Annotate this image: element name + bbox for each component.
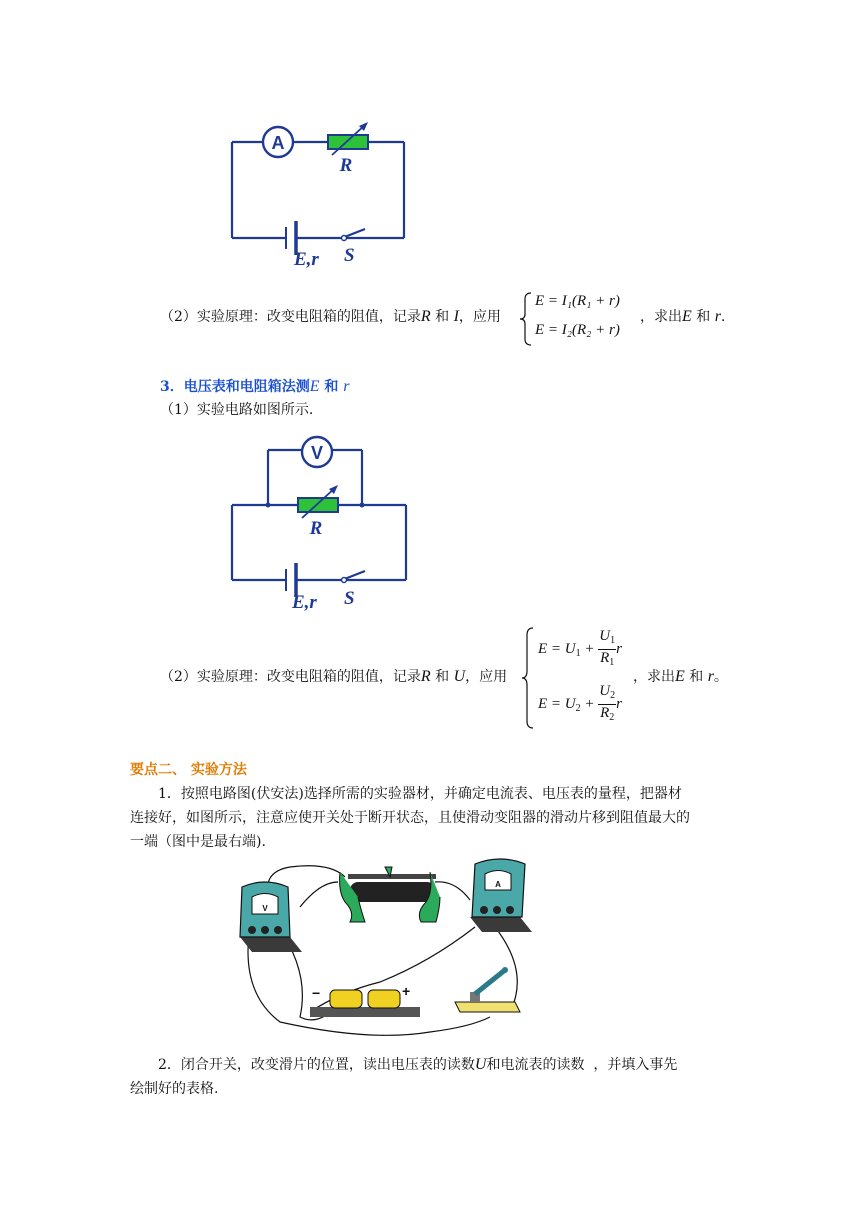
- equation-1-line-2: E = I₂(R₂ + r): [535, 322, 620, 338]
- svg-text:R: R: [339, 155, 353, 176]
- point-2-paragraph-1: 1．按照电路图(伏安法)选择所需的实验器材，并确定电流表、电压表的量程，把器材 连接好，如图所示，注意应使开关处于断开状态，且使滑动变阻器的滑动片移到阻值最大的 一端（图中是最右端).: [130, 786, 690, 850]
- resistor-box: [298, 498, 338, 512]
- resistor-box: [328, 135, 368, 149]
- section-3-heading: 3．电压表和电阻箱法测E 和 r: [160, 378, 350, 395]
- ammeter-device: [470, 859, 532, 932]
- section-3-line-1: （1）实验电路如图所示.: [160, 402, 314, 418]
- equation-1-line-1: E = I₁(R₁ + r): [535, 293, 620, 309]
- circuit-diagram-voltmeter: [220, 430, 420, 615]
- equation-2-line-2: $E = U_2$ + $\frac{U_2}{R_2}$ r: [538, 683, 622, 723]
- equation-brace-1: [519, 292, 533, 346]
- equation-brace-2: [521, 627, 535, 729]
- svg-text:R: R: [309, 518, 323, 539]
- paragraph-2: 2．闭合开关，改变滑片的位置，读出电压表的读数U和电流表的读数 ，并填入事先 绘制好的表格.: [130, 1056, 678, 1097]
- svg-text:−: −: [312, 985, 321, 1001]
- svg-text:S: S: [344, 588, 355, 609]
- apparatus-illustration: [230, 852, 550, 1042]
- rheostat-device: [340, 867, 440, 922]
- svg-text:A: A: [495, 880, 501, 889]
- svg-text:E,r: E,r: [292, 592, 317, 613]
- switch-device: [455, 967, 520, 1012]
- voltmeter-device: [240, 882, 302, 952]
- svg-text:V: V: [310, 443, 324, 463]
- svg-text:S: S: [344, 245, 355, 266]
- battery-device: [310, 983, 420, 1017]
- principle-1-text: （2）实验原理：改变电阻箱的阻值，记录R 和 I，应用: [160, 308, 501, 325]
- point-2-heading: 要点二、 实验方法: [130, 762, 247, 778]
- equation-2-line-1: $E = U_1$ + $\frac{U_1}{R_1}$ r: [538, 628, 622, 668]
- principle-1-tail: ，求出E 和 r.: [640, 308, 726, 325]
- circuit-diagram-ammeter: [220, 115, 420, 270]
- svg-text:V: V: [262, 904, 268, 913]
- svg-text:+: +: [402, 983, 411, 999]
- principle-2-tail: ，求出E 和 r。: [633, 668, 728, 685]
- principle-2-text: （2）实验原理：改变电阻箱的阻值，记录R 和 U，应用: [160, 668, 508, 685]
- svg-text:E,r: E,r: [294, 249, 319, 270]
- svg-text:A: A: [271, 133, 285, 153]
